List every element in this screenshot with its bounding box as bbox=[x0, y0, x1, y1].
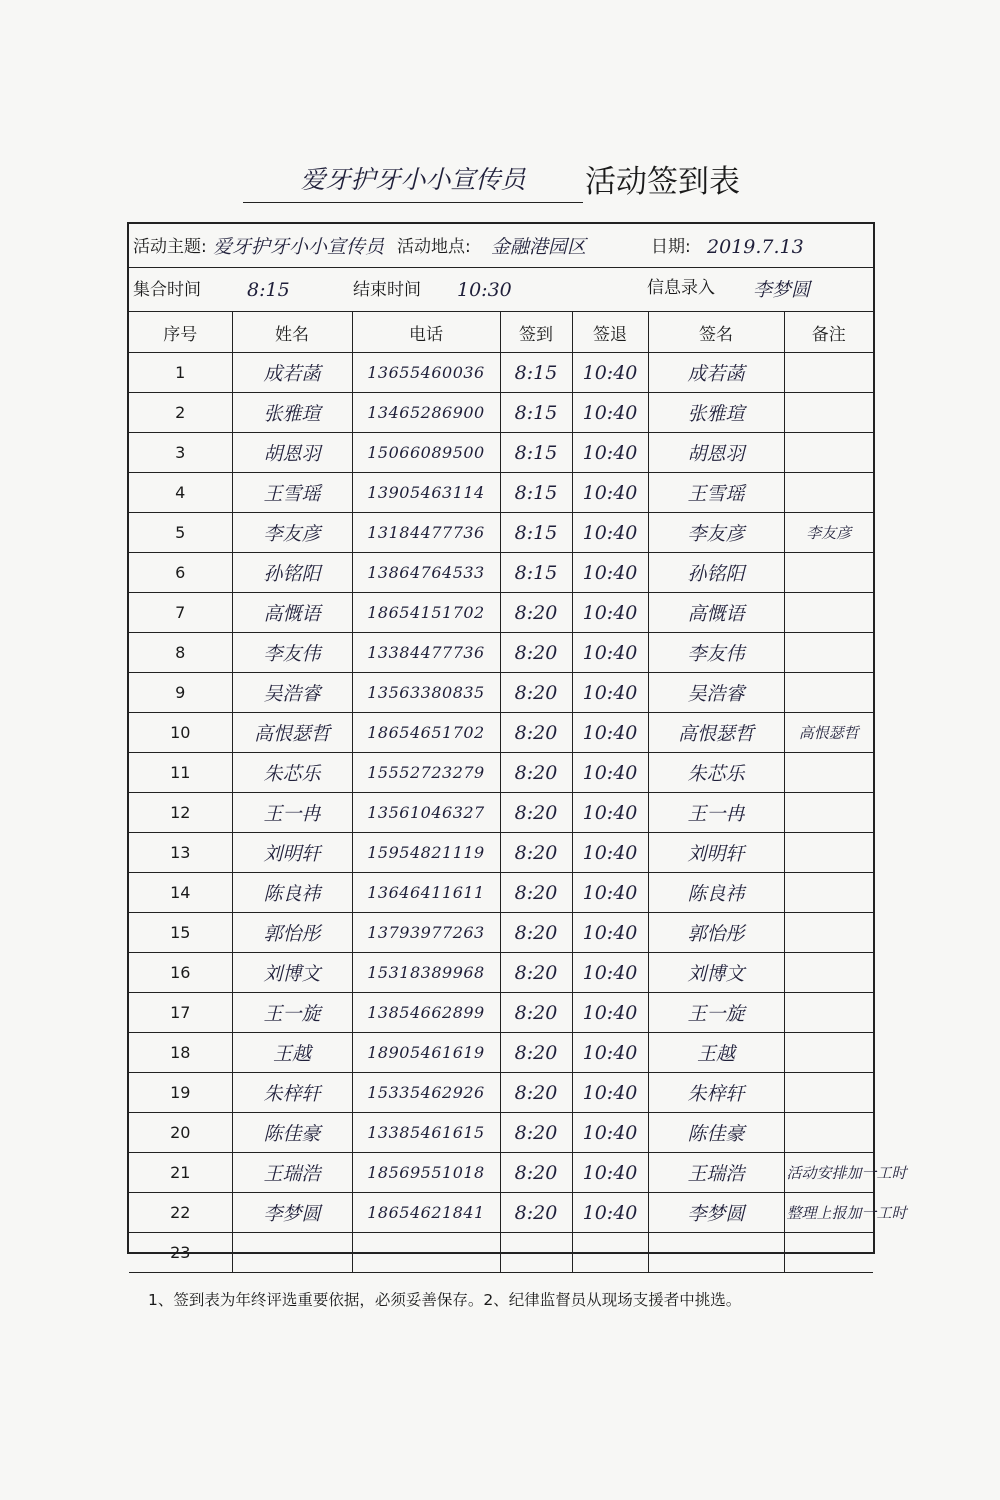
cell-phone: 18905461619 bbox=[352, 1033, 500, 1073]
col-header-note: 备注 bbox=[784, 312, 873, 353]
table-row bbox=[129, 593, 873, 633]
gather-time-value: 8:15 bbox=[247, 279, 290, 301]
cell-note: 李友彦 bbox=[784, 513, 873, 553]
table-row bbox=[129, 913, 873, 953]
cell-name: 孙铭阳 bbox=[232, 553, 352, 593]
date-label: 日期: bbox=[651, 237, 691, 257]
cell-phone: 15335462926 bbox=[352, 1073, 500, 1113]
table-row bbox=[129, 1153, 873, 1193]
cell-checkin: 8:20 bbox=[500, 1113, 572, 1153]
cell-checkin: 8:15 bbox=[500, 473, 572, 513]
cell-signature: 朱芯乐 bbox=[648, 753, 784, 793]
table-row bbox=[129, 753, 873, 793]
cell-seq: 6 bbox=[129, 553, 232, 593]
cell-checkin: 8:15 bbox=[500, 353, 572, 393]
cell-seq: 16 bbox=[129, 953, 232, 993]
cell-phone: 15954821119 bbox=[352, 833, 500, 873]
cell-seq: 17 bbox=[129, 993, 232, 1033]
cell-signature: 李友伟 bbox=[648, 633, 784, 673]
cell-seq: 3 bbox=[129, 433, 232, 473]
cell-signature: 胡恩羽 bbox=[648, 433, 784, 473]
cell-seq: 14 bbox=[129, 873, 232, 913]
cell-checkout: 10:40 bbox=[572, 633, 648, 673]
topic-label: 活动主题: bbox=[133, 237, 207, 257]
cell-name: 刘明轩 bbox=[232, 833, 352, 873]
cell-checkin: 8:20 bbox=[500, 593, 572, 633]
cell-checkin: 8:20 bbox=[500, 1193, 572, 1233]
sign-in-sheet bbox=[127, 222, 907, 1262]
cell-name: 王一旋 bbox=[232, 993, 352, 1033]
cell-signature: 陈良祎 bbox=[648, 873, 784, 913]
col-header-signature: 签名 bbox=[648, 312, 784, 353]
cell-seq: 15 bbox=[129, 913, 232, 953]
cell-signature: 高慨语 bbox=[648, 593, 784, 633]
cell-checkin: 8:20 bbox=[500, 1033, 572, 1073]
cell-seq: 11 bbox=[129, 753, 232, 793]
cell-checkout: 10:40 bbox=[572, 793, 648, 833]
cell-note bbox=[784, 673, 873, 713]
table-row bbox=[129, 953, 873, 993]
gather-time-label: 集合时间 bbox=[133, 280, 201, 300]
cell-signature: 陈佳豪 bbox=[648, 1113, 784, 1153]
recorder-label: 信息录入 bbox=[647, 278, 715, 298]
cell-phone: 13646411611 bbox=[352, 873, 500, 913]
cell-name: 王瑞浩 bbox=[232, 1153, 352, 1193]
cell-checkout: 10:40 bbox=[572, 433, 648, 473]
title-event-name: 爱牙护牙小小宣传员 bbox=[243, 158, 583, 203]
cell-name: 李友伟 bbox=[232, 633, 352, 673]
cell-checkout: 10:40 bbox=[572, 953, 648, 993]
cell-checkin: 8:20 bbox=[500, 713, 572, 753]
cell-seq: 9 bbox=[129, 673, 232, 713]
cell-checkin: 8:20 bbox=[500, 913, 572, 953]
cell-checkout: 10:40 bbox=[572, 753, 648, 793]
cell-signature: 刘明轩 bbox=[648, 833, 784, 873]
table-row bbox=[129, 793, 873, 833]
table-row bbox=[129, 633, 873, 673]
col-header-checkin: 签到 bbox=[500, 312, 572, 353]
cell-note bbox=[784, 833, 873, 873]
cell-seq: 4 bbox=[129, 473, 232, 513]
cell-phone: 15552723279 bbox=[352, 753, 500, 793]
table-row bbox=[129, 833, 873, 873]
table-row bbox=[129, 1113, 873, 1153]
cell-note bbox=[784, 1033, 873, 1073]
cell-note bbox=[784, 593, 873, 633]
table-row bbox=[129, 1073, 873, 1113]
cell-signature: 王一旋 bbox=[648, 993, 784, 1033]
table-row bbox=[129, 993, 873, 1033]
cell-seq: 5 bbox=[129, 513, 232, 553]
cell-checkout: 10:40 bbox=[572, 1073, 648, 1113]
cell-name: 高慨语 bbox=[232, 593, 352, 633]
cell-phone: 13655460036 bbox=[352, 353, 500, 393]
cell-phone: 13864764533 bbox=[352, 553, 500, 593]
cell-seq: 23 bbox=[129, 1233, 232, 1273]
cell-checkin: 8:15 bbox=[500, 433, 572, 473]
cell-phone: 13465286900 bbox=[352, 393, 500, 433]
cell-name: 李友彦 bbox=[232, 513, 352, 553]
cell-name: 李梦圆 bbox=[232, 1193, 352, 1233]
cell-seq: 2 bbox=[129, 393, 232, 433]
cell-checkin bbox=[500, 1233, 572, 1273]
cell-seq: 12 bbox=[129, 793, 232, 833]
cell-note bbox=[784, 993, 873, 1033]
cell-signature: 李梦圆 bbox=[648, 1193, 784, 1233]
cell-phone: 13384477736 bbox=[352, 633, 500, 673]
cell-phone bbox=[352, 1233, 500, 1273]
end-time-value: 10:30 bbox=[457, 279, 512, 301]
cell-phone: 13905463114 bbox=[352, 473, 500, 513]
cell-signature: 王雪瑶 bbox=[648, 473, 784, 513]
cell-phone: 13563380835 bbox=[352, 673, 500, 713]
cell-phone: 18654651702 bbox=[352, 713, 500, 753]
attendance-table bbox=[129, 312, 907, 1273]
table-row bbox=[129, 673, 873, 713]
cell-phone: 18654151702 bbox=[352, 593, 500, 633]
cell-checkout: 10:40 bbox=[572, 993, 648, 1033]
cell-note bbox=[784, 1233, 873, 1273]
cell-seq: 22 bbox=[129, 1193, 232, 1233]
cell-note bbox=[784, 473, 873, 513]
date-value: 2019.7.13 bbox=[707, 236, 804, 258]
cell-checkin: 8:20 bbox=[500, 993, 572, 1033]
cell-seq: 20 bbox=[129, 1113, 232, 1153]
cell-phone: 13385461615 bbox=[352, 1113, 500, 1153]
cell-phone: 13793977263 bbox=[352, 913, 500, 953]
cell-checkout: 10:40 bbox=[572, 1033, 648, 1073]
cell-seq: 1 bbox=[129, 353, 232, 393]
sheet-title bbox=[243, 158, 763, 208]
table-row bbox=[129, 553, 873, 593]
cell-seq: 13 bbox=[129, 833, 232, 873]
cell-checkout: 10:40 bbox=[572, 473, 648, 513]
cell-seq: 19 bbox=[129, 1073, 232, 1113]
cell-signature bbox=[648, 1233, 784, 1273]
cell-checkin: 8:15 bbox=[500, 513, 572, 553]
cell-note bbox=[784, 793, 873, 833]
cell-checkin: 8:20 bbox=[500, 753, 572, 793]
cell-phone: 18654621841 bbox=[352, 1193, 500, 1233]
cell-phone: 15318389968 bbox=[352, 953, 500, 993]
cell-checkout bbox=[572, 1233, 648, 1273]
table-row bbox=[129, 353, 873, 393]
footnote: 1、签到表为年终评选重要依据，必须妥善保存。2、纪律监督员从现场支援者中挑选。 bbox=[148, 1291, 742, 1309]
table-row bbox=[129, 873, 873, 913]
cell-checkin: 8:15 bbox=[500, 393, 572, 433]
cell-checkout: 10:40 bbox=[572, 673, 648, 713]
cell-name: 王雪瑶 bbox=[232, 473, 352, 513]
cell-signature: 朱梓轩 bbox=[648, 1073, 784, 1113]
cell-seq: 8 bbox=[129, 633, 232, 673]
cell-signature: 高恨瑟哲 bbox=[648, 713, 784, 753]
cell-note bbox=[784, 753, 873, 793]
cell-checkout: 10:40 bbox=[572, 353, 648, 393]
cell-signature: 张雅瑄 bbox=[648, 393, 784, 433]
cell-name: 王越 bbox=[232, 1033, 352, 1073]
cell-name: 陈良祎 bbox=[232, 873, 352, 913]
cell-checkout: 10:40 bbox=[572, 393, 648, 433]
cell-seq: 18 bbox=[129, 1033, 232, 1073]
cell-name: 吴浩睿 bbox=[232, 673, 352, 713]
cell-note bbox=[784, 433, 873, 473]
cell-name bbox=[232, 1233, 352, 1273]
cell-signature: 吴浩睿 bbox=[648, 673, 784, 713]
cell-note bbox=[784, 953, 873, 993]
header-row-times bbox=[129, 268, 873, 312]
cell-phone: 13184477736 bbox=[352, 513, 500, 553]
cell-checkin: 8:20 bbox=[500, 953, 572, 993]
table-header-row bbox=[129, 312, 873, 353]
cell-seq: 10 bbox=[129, 713, 232, 753]
cell-name: 刘博文 bbox=[232, 953, 352, 993]
table-row bbox=[129, 433, 873, 473]
cell-signature: 李友彦 bbox=[648, 513, 784, 553]
cell-checkout: 10:40 bbox=[572, 713, 648, 753]
table-row bbox=[129, 393, 873, 433]
col-header-phone: 电话 bbox=[352, 312, 500, 353]
cell-name: 郭怡彤 bbox=[232, 913, 352, 953]
cell-checkout: 10:40 bbox=[572, 873, 648, 913]
cell-checkout: 10:40 bbox=[572, 593, 648, 633]
cell-checkout: 10:40 bbox=[572, 513, 648, 553]
location-label: 活动地点: bbox=[397, 237, 471, 257]
cell-name: 胡恩羽 bbox=[232, 433, 352, 473]
cell-name: 朱芯乐 bbox=[232, 753, 352, 793]
cell-checkout: 10:40 bbox=[572, 553, 648, 593]
cell-phone: 15066089500 bbox=[352, 433, 500, 473]
cell-name: 陈佳豪 bbox=[232, 1113, 352, 1153]
table-row bbox=[129, 713, 873, 753]
col-header-name: 姓名 bbox=[232, 312, 352, 353]
table-row bbox=[129, 513, 873, 553]
table-row bbox=[129, 1233, 873, 1273]
cell-checkout: 10:40 bbox=[572, 913, 648, 953]
cell-signature: 王越 bbox=[648, 1033, 784, 1073]
cell-checkout: 10:40 bbox=[572, 1193, 648, 1233]
cell-name: 张雅瑄 bbox=[232, 393, 352, 433]
cell-checkout: 10:40 bbox=[572, 1113, 648, 1153]
cell-note bbox=[784, 353, 873, 393]
cell-signature: 王瑞浩 bbox=[648, 1153, 784, 1193]
cell-name: 成若菡 bbox=[232, 353, 352, 393]
cell-name: 朱梓轩 bbox=[232, 1073, 352, 1113]
cell-note bbox=[784, 633, 873, 673]
cell-checkin: 8:20 bbox=[500, 673, 572, 713]
cell-checkin: 8:15 bbox=[500, 553, 572, 593]
cell-note bbox=[784, 553, 873, 593]
cell-checkin: 8:20 bbox=[500, 633, 572, 673]
cell-checkin: 8:20 bbox=[500, 873, 572, 913]
end-time-label: 结束时间 bbox=[353, 280, 421, 300]
col-header-checkout: 签退 bbox=[572, 312, 648, 353]
cell-checkin: 8:20 bbox=[500, 1153, 572, 1193]
cell-seq: 7 bbox=[129, 593, 232, 633]
cell-checkin: 8:20 bbox=[500, 1073, 572, 1113]
cell-note bbox=[784, 393, 873, 433]
cell-signature: 成若菡 bbox=[648, 353, 784, 393]
cell-signature: 孙铭阳 bbox=[648, 553, 784, 593]
cell-checkout: 10:40 bbox=[572, 833, 648, 873]
cell-note bbox=[784, 873, 873, 913]
topic-value: 爱牙护牙小小宣传员 bbox=[213, 236, 385, 258]
table-row bbox=[129, 473, 873, 513]
cell-signature: 王一冉 bbox=[648, 793, 784, 833]
cell-signature: 郭怡彤 bbox=[648, 913, 784, 953]
location-value: 金融港园区 bbox=[491, 236, 587, 258]
col-header-seq: 序号 bbox=[129, 312, 232, 353]
cell-note bbox=[784, 1073, 873, 1113]
cell-checkin: 8:20 bbox=[500, 833, 572, 873]
cell-phone: 13561046327 bbox=[352, 793, 500, 833]
recorder-value: 李梦圆 bbox=[753, 279, 811, 301]
header-row-topic bbox=[129, 224, 873, 268]
cell-note bbox=[784, 913, 873, 953]
cell-note: 活动安排加一工时 bbox=[784, 1153, 873, 1193]
cell-note: 高恨瑟哲 bbox=[784, 713, 873, 753]
cell-checkout: 10:40 bbox=[572, 1153, 648, 1193]
table-row bbox=[129, 1193, 873, 1233]
cell-signature: 刘博文 bbox=[648, 953, 784, 993]
table-row bbox=[129, 1033, 873, 1073]
cell-seq: 21 bbox=[129, 1153, 232, 1193]
cell-note: 整理上报加一工时 bbox=[784, 1193, 873, 1233]
cell-phone: 18569551018 bbox=[352, 1153, 500, 1193]
cell-phone: 13854662899 bbox=[352, 993, 500, 1033]
cell-checkin: 8:20 bbox=[500, 793, 572, 833]
cell-note bbox=[784, 1113, 873, 1153]
title-suffix: 活动签到表 bbox=[585, 164, 740, 200]
cell-name: 王一冉 bbox=[232, 793, 352, 833]
cell-name: 高恨瑟哲 bbox=[232, 713, 352, 753]
